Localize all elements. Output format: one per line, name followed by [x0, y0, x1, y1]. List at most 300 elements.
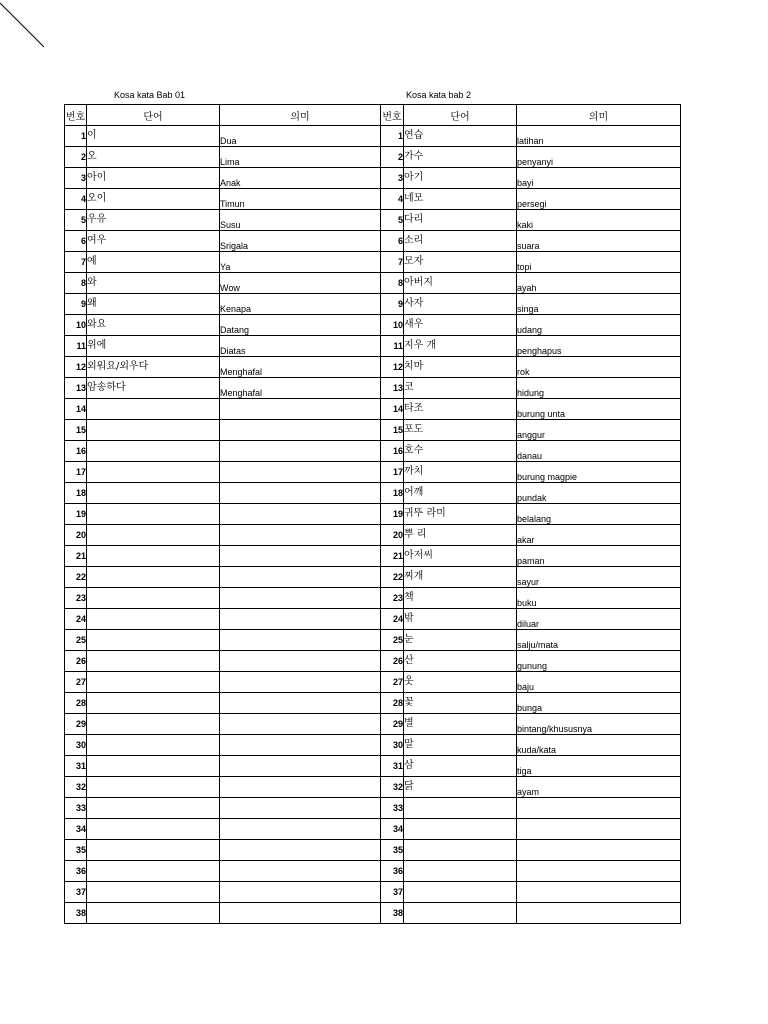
- word-meaning: gunung: [517, 651, 681, 672]
- word-meaning: bunga: [517, 693, 681, 714]
- word-meaning: latihan: [517, 126, 681, 147]
- row-number: 8: [381, 273, 404, 294]
- word-meaning: [220, 462, 381, 483]
- table-row: [381, 693, 681, 714]
- row-number: 11: [381, 336, 404, 357]
- word-meaning: Ya: [220, 252, 381, 273]
- word-meaning: [220, 651, 381, 672]
- table-row: [381, 567, 681, 588]
- word-meaning: singa: [517, 294, 681, 315]
- korean-word: 예: [87, 252, 220, 273]
- word-meaning: [220, 504, 381, 525]
- korean-word: [87, 651, 220, 672]
- row-number: 36: [65, 861, 87, 882]
- row-number: 4: [65, 189, 87, 210]
- row-number: 7: [65, 252, 87, 273]
- row-number: 25: [65, 630, 87, 651]
- korean-word: [87, 798, 220, 819]
- header-number: 번호: [65, 105, 87, 126]
- korean-word: 산: [404, 651, 517, 672]
- table-row: [381, 189, 681, 210]
- row-number: 5: [381, 210, 404, 231]
- table-row: [381, 546, 681, 567]
- table-row: [65, 735, 381, 756]
- korean-word: 꽃: [404, 693, 517, 714]
- row-number: 38: [65, 903, 87, 924]
- korean-word: 아버지: [404, 273, 517, 294]
- word-meaning: [517, 819, 681, 840]
- table-row: [381, 798, 681, 819]
- table-row: [65, 504, 381, 525]
- row-number: 10: [381, 315, 404, 336]
- word-meaning: Menghafal: [220, 378, 381, 399]
- row-number: 11: [65, 336, 87, 357]
- word-meaning: [220, 483, 381, 504]
- row-number: 23: [65, 588, 87, 609]
- table-row: [381, 525, 681, 546]
- korean-word: 닭: [404, 777, 517, 798]
- row-number: 18: [65, 483, 87, 504]
- row-number: 14: [65, 399, 87, 420]
- table-row: [65, 441, 381, 462]
- row-number: 26: [65, 651, 87, 672]
- table-row: [381, 420, 681, 441]
- table-row: [65, 294, 381, 315]
- korean-word: 모자: [404, 252, 517, 273]
- row-number: 27: [381, 672, 404, 693]
- table-row: [65, 861, 381, 882]
- row-number: 29: [381, 714, 404, 735]
- korean-word: 이: [87, 126, 220, 147]
- word-meaning: [220, 840, 381, 861]
- table-row: [65, 252, 381, 273]
- table-row: [381, 462, 681, 483]
- korean-word: 뿌 리: [404, 525, 517, 546]
- table-row: [381, 336, 681, 357]
- korean-word: 오이: [87, 189, 220, 210]
- word-meaning: salju/mata: [517, 630, 681, 651]
- table-row: [381, 168, 681, 189]
- korean-word: 여우: [87, 231, 220, 252]
- word-meaning: buku: [517, 588, 681, 609]
- row-number: 25: [381, 630, 404, 651]
- table-row: [65, 840, 381, 861]
- korean-word: [87, 903, 220, 924]
- korean-word: [404, 903, 517, 924]
- word-meaning: [517, 882, 681, 903]
- row-number: 3: [381, 168, 404, 189]
- table-row: [381, 273, 681, 294]
- row-number: 20: [65, 525, 87, 546]
- row-number: 34: [65, 819, 87, 840]
- row-number: 33: [381, 798, 404, 819]
- word-meaning: paman: [517, 546, 681, 567]
- word-meaning: ayah: [517, 273, 681, 294]
- table-row: [65, 714, 381, 735]
- row-number: 7: [381, 252, 404, 273]
- word-meaning: baju: [517, 672, 681, 693]
- table-row: [65, 630, 381, 651]
- word-meaning: bintang/khususnya: [517, 714, 681, 735]
- korean-word: [87, 567, 220, 588]
- korean-word: 밖: [404, 609, 517, 630]
- table-row: [65, 336, 381, 357]
- korean-word: 별: [404, 714, 517, 735]
- korean-word: 사자: [404, 294, 517, 315]
- row-number: 37: [65, 882, 87, 903]
- table-row: [65, 819, 381, 840]
- row-number: 5: [65, 210, 87, 231]
- korean-word: [87, 714, 220, 735]
- word-meaning: [220, 819, 381, 840]
- table-row: [381, 672, 681, 693]
- table-row: [381, 357, 681, 378]
- word-meaning: [220, 735, 381, 756]
- korean-word: 암송하다: [87, 378, 220, 399]
- word-meaning: belalang: [517, 504, 681, 525]
- row-number: 1: [65, 126, 87, 147]
- word-meaning: Timun: [220, 189, 381, 210]
- table-row: [65, 588, 381, 609]
- row-number: 17: [65, 462, 87, 483]
- korean-word: 눈: [404, 630, 517, 651]
- korean-word: 타조: [404, 399, 517, 420]
- korean-word: 왜: [87, 294, 220, 315]
- korean-word: [87, 546, 220, 567]
- row-number: 13: [65, 378, 87, 399]
- table-row: [65, 651, 381, 672]
- row-number: 12: [381, 357, 404, 378]
- row-number: 28: [65, 693, 87, 714]
- korean-word: [87, 420, 220, 441]
- word-meaning: [517, 840, 681, 861]
- table-row: [65, 126, 381, 147]
- word-meaning: Dua: [220, 126, 381, 147]
- row-number: 32: [381, 777, 404, 798]
- korean-word: 까치: [404, 462, 517, 483]
- korean-word: 어깨: [404, 483, 517, 504]
- korean-word: [87, 672, 220, 693]
- word-meaning: [220, 567, 381, 588]
- korean-word: [404, 819, 517, 840]
- word-meaning: [220, 672, 381, 693]
- korean-word: 치마: [404, 357, 517, 378]
- korean-word: 말: [404, 735, 517, 756]
- vocab-table-bab-2: [380, 104, 681, 924]
- row-number: 6: [65, 231, 87, 252]
- word-meaning: anggur: [517, 420, 681, 441]
- table-row: [381, 609, 681, 630]
- table-row: [381, 294, 681, 315]
- korean-word: 아기: [404, 168, 517, 189]
- korean-word: 외워요/외우다: [87, 357, 220, 378]
- korean-word: 네모: [404, 189, 517, 210]
- header-meaning: 의미: [220, 105, 381, 126]
- word-meaning: [220, 588, 381, 609]
- table-row: [65, 315, 381, 336]
- row-number: 26: [381, 651, 404, 672]
- word-meaning: pundak: [517, 483, 681, 504]
- korean-word: 옷: [404, 672, 517, 693]
- table-row: [65, 420, 381, 441]
- word-meaning: [220, 714, 381, 735]
- table-row: [381, 147, 681, 168]
- word-meaning: Srigala: [220, 231, 381, 252]
- row-number: 18: [381, 483, 404, 504]
- table-row: [65, 798, 381, 819]
- word-meaning: penghapus: [517, 336, 681, 357]
- table-row: [381, 735, 681, 756]
- row-number: 28: [381, 693, 404, 714]
- row-number: 20: [381, 525, 404, 546]
- word-meaning: [220, 756, 381, 777]
- table-row: [65, 903, 381, 924]
- row-number: 19: [65, 504, 87, 525]
- table-row: [381, 378, 681, 399]
- table-row: [381, 630, 681, 651]
- table-row: [65, 672, 381, 693]
- word-meaning: [220, 693, 381, 714]
- word-meaning: diluar: [517, 609, 681, 630]
- word-meaning: bayi: [517, 168, 681, 189]
- word-meaning: Anak: [220, 168, 381, 189]
- row-number: 33: [65, 798, 87, 819]
- row-number: 22: [381, 567, 404, 588]
- word-meaning: topi: [517, 252, 681, 273]
- table-row: [65, 609, 381, 630]
- word-meaning: [220, 630, 381, 651]
- table-row: [381, 504, 681, 525]
- word-meaning: Lima: [220, 147, 381, 168]
- word-meaning: [517, 798, 681, 819]
- row-number: 9: [381, 294, 404, 315]
- row-number: 24: [381, 609, 404, 630]
- right-table-title: Kosa kata bab 2: [406, 90, 472, 100]
- word-meaning: tiga: [517, 756, 681, 777]
- table-row: [381, 210, 681, 231]
- word-meaning: [220, 777, 381, 798]
- word-meaning: [517, 903, 681, 924]
- table-row: [381, 903, 681, 924]
- korean-word: 가수: [404, 147, 517, 168]
- korean-word: [404, 798, 517, 819]
- korean-word: [404, 882, 517, 903]
- korean-word: 아저씨: [404, 546, 517, 567]
- korean-word: 책: [404, 588, 517, 609]
- korean-word: 우유: [87, 210, 220, 231]
- table-header-row: [381, 105, 681, 126]
- table-row: [381, 315, 681, 336]
- korean-word: 코: [404, 378, 517, 399]
- word-meaning: udang: [517, 315, 681, 336]
- row-number: 32: [65, 777, 87, 798]
- table-row: [381, 126, 681, 147]
- korean-word: [87, 756, 220, 777]
- row-number: 15: [381, 420, 404, 441]
- korean-word: [87, 609, 220, 630]
- table-row: [65, 882, 381, 903]
- row-number: 22: [65, 567, 87, 588]
- table-row: [65, 231, 381, 252]
- row-number: 1: [381, 126, 404, 147]
- table-row: [381, 756, 681, 777]
- row-number: 12: [65, 357, 87, 378]
- row-number: 14: [381, 399, 404, 420]
- table-row: [65, 399, 381, 420]
- row-number: 24: [65, 609, 87, 630]
- korean-word: 와: [87, 273, 220, 294]
- korean-word: 다리: [404, 210, 517, 231]
- korean-word: [87, 693, 220, 714]
- row-number: 13: [381, 378, 404, 399]
- row-number: 16: [381, 441, 404, 462]
- korean-word: [87, 882, 220, 903]
- table-row: [65, 357, 381, 378]
- table-row: [65, 378, 381, 399]
- korean-word: [87, 735, 220, 756]
- word-meaning: [220, 441, 381, 462]
- word-meaning: [220, 399, 381, 420]
- korean-word: [87, 840, 220, 861]
- word-meaning: [220, 798, 381, 819]
- korean-word: [87, 504, 220, 525]
- word-meaning: Datang: [220, 315, 381, 336]
- word-meaning: [220, 546, 381, 567]
- table-row: [381, 399, 681, 420]
- word-meaning: Diatas: [220, 336, 381, 357]
- vocab-table-bab-01: [64, 104, 381, 924]
- word-meaning: persegi: [517, 189, 681, 210]
- row-number: 35: [65, 840, 87, 861]
- korean-word: [87, 483, 220, 504]
- word-meaning: [220, 903, 381, 924]
- korean-word: 귀뚜 라미: [404, 504, 517, 525]
- korean-word: [87, 861, 220, 882]
- korean-word: 소리: [404, 231, 517, 252]
- korean-word: [87, 399, 220, 420]
- table-header-row: [65, 105, 381, 126]
- table-row: [65, 168, 381, 189]
- table-row: [381, 588, 681, 609]
- korean-word: [87, 630, 220, 651]
- table-row: [381, 819, 681, 840]
- table-row: [65, 462, 381, 483]
- table-row: [65, 525, 381, 546]
- row-number: 4: [381, 189, 404, 210]
- row-number: 17: [381, 462, 404, 483]
- word-meaning: [220, 882, 381, 903]
- table-row: [65, 567, 381, 588]
- korean-word: 연습: [404, 126, 517, 147]
- row-number: 8: [65, 273, 87, 294]
- row-number: 35: [381, 840, 404, 861]
- korean-word: [404, 840, 517, 861]
- corner-diagonal-line: [0, 0, 50, 50]
- table-row: [381, 714, 681, 735]
- row-number: 15: [65, 420, 87, 441]
- row-number: 36: [381, 861, 404, 882]
- row-number: 23: [381, 588, 404, 609]
- korean-word: [87, 462, 220, 483]
- row-number: 29: [65, 714, 87, 735]
- table-row: [65, 273, 381, 294]
- word-meaning: Menghafal: [220, 357, 381, 378]
- row-number: 6: [381, 231, 404, 252]
- table-row: [65, 147, 381, 168]
- header-number: 번호: [381, 105, 404, 126]
- row-number: 31: [381, 756, 404, 777]
- word-meaning: sayur: [517, 567, 681, 588]
- korean-word: [87, 819, 220, 840]
- row-number: 2: [65, 147, 87, 168]
- word-meaning: Wow: [220, 273, 381, 294]
- korean-word: 오: [87, 147, 220, 168]
- table-row: [381, 882, 681, 903]
- row-number: 27: [65, 672, 87, 693]
- korean-word: 찌개: [404, 567, 517, 588]
- table-row: [65, 546, 381, 567]
- word-meaning: suara: [517, 231, 681, 252]
- row-number: 9: [65, 294, 87, 315]
- left-table-title: Kosa kata Bab 01: [114, 90, 186, 100]
- word-meaning: Kenapa: [220, 294, 381, 315]
- korean-word: [87, 441, 220, 462]
- table-row: [381, 651, 681, 672]
- korean-word: [87, 525, 220, 546]
- table-row: [381, 441, 681, 462]
- korean-word: 지우 개: [404, 336, 517, 357]
- table-row: [65, 483, 381, 504]
- korean-word: 호수: [404, 441, 517, 462]
- word-meaning: ayam: [517, 777, 681, 798]
- row-number: 31: [65, 756, 87, 777]
- row-number: 16: [65, 441, 87, 462]
- table-row: [381, 483, 681, 504]
- row-number: 19: [381, 504, 404, 525]
- table-row: [381, 231, 681, 252]
- word-meaning: kuda/kata: [517, 735, 681, 756]
- korean-word: [404, 861, 517, 882]
- row-number: 21: [381, 546, 404, 567]
- word-meaning: [220, 525, 381, 546]
- row-number: 38: [381, 903, 404, 924]
- table-row: [381, 252, 681, 273]
- table-row: [65, 189, 381, 210]
- korean-word: 와요: [87, 315, 220, 336]
- table-row: [65, 756, 381, 777]
- table-row: [65, 210, 381, 231]
- word-meaning: penyanyi: [517, 147, 681, 168]
- word-meaning: [517, 861, 681, 882]
- word-meaning: burung magpie: [517, 462, 681, 483]
- table-row: [381, 777, 681, 798]
- word-meaning: kaki: [517, 210, 681, 231]
- word-meaning: [220, 420, 381, 441]
- header-meaning: 의미: [517, 105, 681, 126]
- word-meaning: Susu: [220, 210, 381, 231]
- row-number: 2: [381, 147, 404, 168]
- row-number: 37: [381, 882, 404, 903]
- word-meaning: [220, 861, 381, 882]
- word-meaning: danau: [517, 441, 681, 462]
- row-number: 30: [65, 735, 87, 756]
- row-number: 34: [381, 819, 404, 840]
- header-word: 단어: [87, 105, 220, 126]
- word-meaning: hidung: [517, 378, 681, 399]
- word-meaning: burung unta: [517, 399, 681, 420]
- korean-word: [87, 588, 220, 609]
- row-number: 30: [381, 735, 404, 756]
